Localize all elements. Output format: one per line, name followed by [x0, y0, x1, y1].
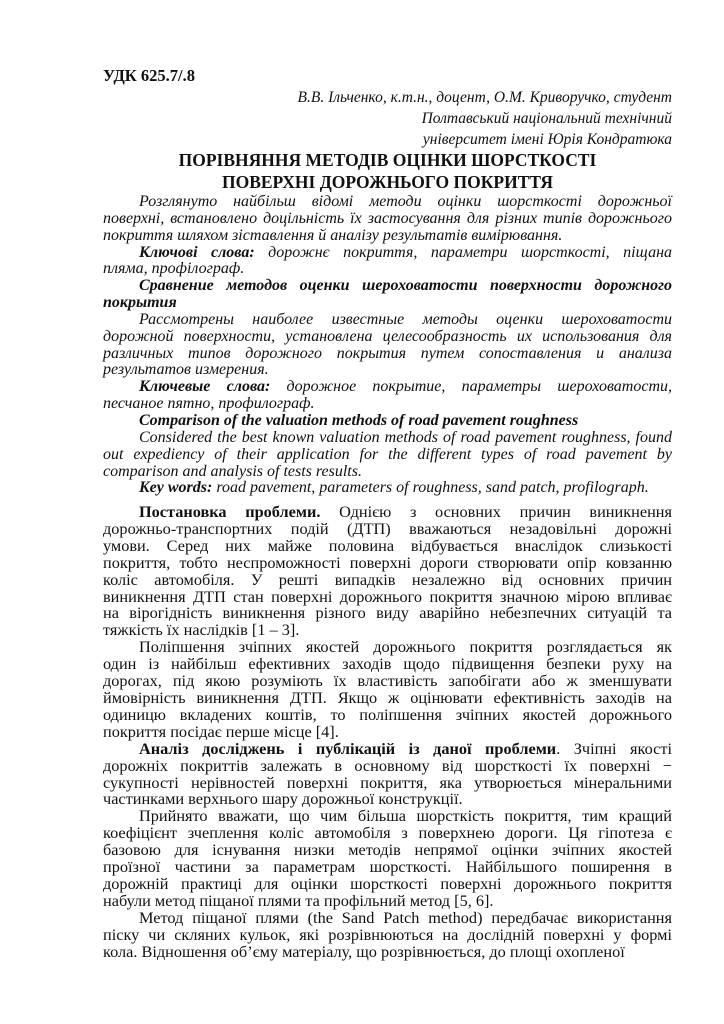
line-text: out expediency of their application for the different types of road pavement by: [103, 445, 672, 463]
text-line: [103, 480, 672, 497]
authors-block: [103, 87, 672, 150]
udk-code: УДК 625.7/.8: [103, 66, 195, 85]
line-text: comparison and analysis of tests results.: [103, 462, 362, 480]
abstract-paragraph: [103, 278, 672, 312]
line-text: результатов измерения.: [103, 361, 269, 379]
line-text: покрытия: [103, 294, 177, 312]
abstract-paragraph: [103, 480, 672, 497]
line-text: коліс автомобіля. У решті випадків незалежно від основних причин: [103, 569, 672, 589]
affiliation-line-2: університет імені Юрія Кондратюка: [422, 131, 672, 148]
title-line-2: ПОВЕРХНІ ДОРОЖНЬОГО ПОКРИТТЯ: [221, 172, 554, 192]
abstract-paragraph: [103, 430, 672, 481]
authors-names: В.В. Ільченко, к.т.н., доцент, О.М. Криворучко, студент: [297, 89, 672, 106]
line-text: Прийнято вважати, що чим більша шорсткість покриття, тим кращий: [139, 806, 672, 826]
paragraph-lead: Ключевые слова:: [139, 378, 271, 396]
line-text: виникнення ДТП стан поверхні дорожнього покриття значною мірою впливає: [103, 586, 672, 606]
line-text: покриття шляхом зіставлення й аналізу результатів вимірювання.: [103, 226, 563, 244]
text-line: [103, 245, 672, 262]
line-text: набули метод піщаної плями та профільний метод [5, 6].: [103, 890, 494, 910]
text-line: [103, 329, 672, 346]
text-line: [103, 430, 672, 447]
paragraph-lead: Аналіз досліджень і публікацій із даної проблеми: [139, 738, 557, 758]
line-text: Розглянуто найбільш відомі методи оцінки шорсткості дорожньої: [139, 193, 672, 210]
line-text: дорожніх покриттів залежать в основному від шорсткості їх поверхні −: [103, 755, 672, 775]
body-paragraph: [103, 504, 672, 639]
line-text: сукупності нерівностей поверхні покриття, яка утворюється мінеральними: [103, 772, 672, 792]
line-text: Однією з основних причин виникнення: [320, 502, 672, 521]
line-text: дорожное покрытие, параметры шероховатости,: [270, 378, 672, 396]
line-text: умови. Серед них майже половина відбувається внаслідок слизькості: [103, 535, 672, 555]
line-text: дорожнє покриття, параметри шорсткості, піщана: [254, 243, 673, 261]
line-text: Сравнение методов оценки шероховатости поверхности дорожного: [139, 277, 672, 295]
line-text: частинками верхнього шару дорожньої конструкції.: [103, 789, 463, 809]
line-text: покриття посідає перше місце [4].: [103, 721, 339, 741]
line-text: одиницю вкладених коштів, то поліпшення зчіпних якостей дорожнього: [103, 704, 672, 724]
text-line: [103, 211, 672, 228]
line-text: тяжкість їх наслідків [1 – 3].: [103, 620, 300, 640]
text-line: [103, 379, 672, 396]
body-paragraph: [103, 639, 672, 740]
text-line: [103, 346, 672, 363]
abstract-section: [103, 194, 672, 497]
line-text: покриття, тобто неспроможності поверхні дороги створювати опір ковзанню: [103, 552, 672, 572]
body-text: [103, 504, 672, 960]
line-text: кола. Відношення об’єму матеріалу, що розрівнюється, до площі охопленої: [103, 941, 625, 961]
line-text: песчаное пятно, профилограф.: [103, 395, 315, 413]
line-text: Метод піщаної плями (the Sand Patch method) передбачає використання: [139, 907, 672, 927]
line-text: Considered the best known valuation methods of road pavement roughness, found: [139, 428, 672, 446]
line-text: Поліпшення зчіпних якостей дорожнього покриття розглядається як: [139, 637, 672, 657]
line-text: коефіцієнт зчеплення коліс автомобіля з поверхнею дороги. Ця гіпотеза є: [103, 823, 672, 843]
text-line: [103, 194, 672, 211]
text-line: [103, 362, 672, 379]
line-text: пляма, профілограф.: [103, 260, 245, 278]
body-paragraph: [103, 808, 672, 909]
line-text: Comparison of the valuation methods of road pavement roughness: [139, 411, 579, 429]
paragraph-lead: Ключові слова:: [139, 243, 255, 261]
line-text: піску чи скляних кульок, які розрівнюються на дослідній поверхні у формі: [103, 924, 672, 944]
text-line: [103, 278, 672, 295]
paragraph-lead: Key words:: [139, 479, 213, 497]
line-text: дорогах, під якою розуміють їх властивість запобігати або ж зменшувати: [103, 671, 672, 691]
text-line: [103, 261, 672, 278]
body-paragraph: [103, 907, 672, 961]
text-line: [103, 941, 672, 961]
abstract-paragraph: [103, 245, 672, 279]
line-text: проїзної частини за параметрам шорсткості. Найбільшого поширення в: [103, 857, 672, 877]
line-text: Рассмотрены наиболее известные методы оценки шероховатости: [139, 310, 672, 328]
abstract-paragraph: [103, 379, 672, 413]
title-line-1: ПОРІВНЯННЯ МЕТОДІВ ОЦІНКИ ШОРСТКОСТІ: [178, 150, 597, 170]
text-line: [103, 447, 672, 464]
text-line: [103, 396, 672, 413]
text-line: [103, 312, 672, 329]
line-text: базовою для існування низки методів непрямої оцінки зчіпних якостей: [103, 840, 672, 860]
line-text: дорожной поверхности, установлена целесообразность их использования для: [103, 327, 672, 345]
abstract-paragraph: [103, 413, 672, 430]
abstract-paragraph: [103, 194, 672, 245]
text-line: [103, 464, 672, 481]
line-text: дорожній практиці для оцінки шорсткості поверхні дорожнього покриття: [103, 873, 672, 893]
text-line: [103, 295, 672, 312]
line-text: дорожньо-транспортних подій (ДТП) вважаються незадовільні дорожні: [103, 518, 672, 538]
paragraph-lead: Постановка проблеми.: [139, 502, 321, 521]
body-paragraph: [103, 738, 673, 809]
paper-title: [103, 149, 672, 193]
line-text: один із найбільш ефективних заходів щодо підвищення безпеки руху на: [103, 654, 672, 674]
line-text: ймовірність виникнення ДТП. Якщо ж оцінювати ефективність заходів на: [103, 687, 672, 707]
line-text: . Зчіпні якості: [556, 738, 673, 758]
line-text: road pavement, parameters of roughness, sand patch, profilograph.: [212, 479, 649, 497]
line-text: различных типов дорожного покрытия путем сопоставления и анализа: [103, 344, 672, 362]
text-line: [103, 228, 672, 245]
line-text: поверхні, встановлено доцільність їх застосування для різних типів дорожнього: [103, 209, 672, 227]
text-line: [103, 413, 672, 430]
abstract-paragraph: [103, 312, 672, 379]
affiliation-line-1: Полтавський національний технічний: [421, 110, 672, 127]
line-text: на вірогідність виникнення різного виду аварійно небезпечних ситуацій та: [103, 603, 672, 623]
